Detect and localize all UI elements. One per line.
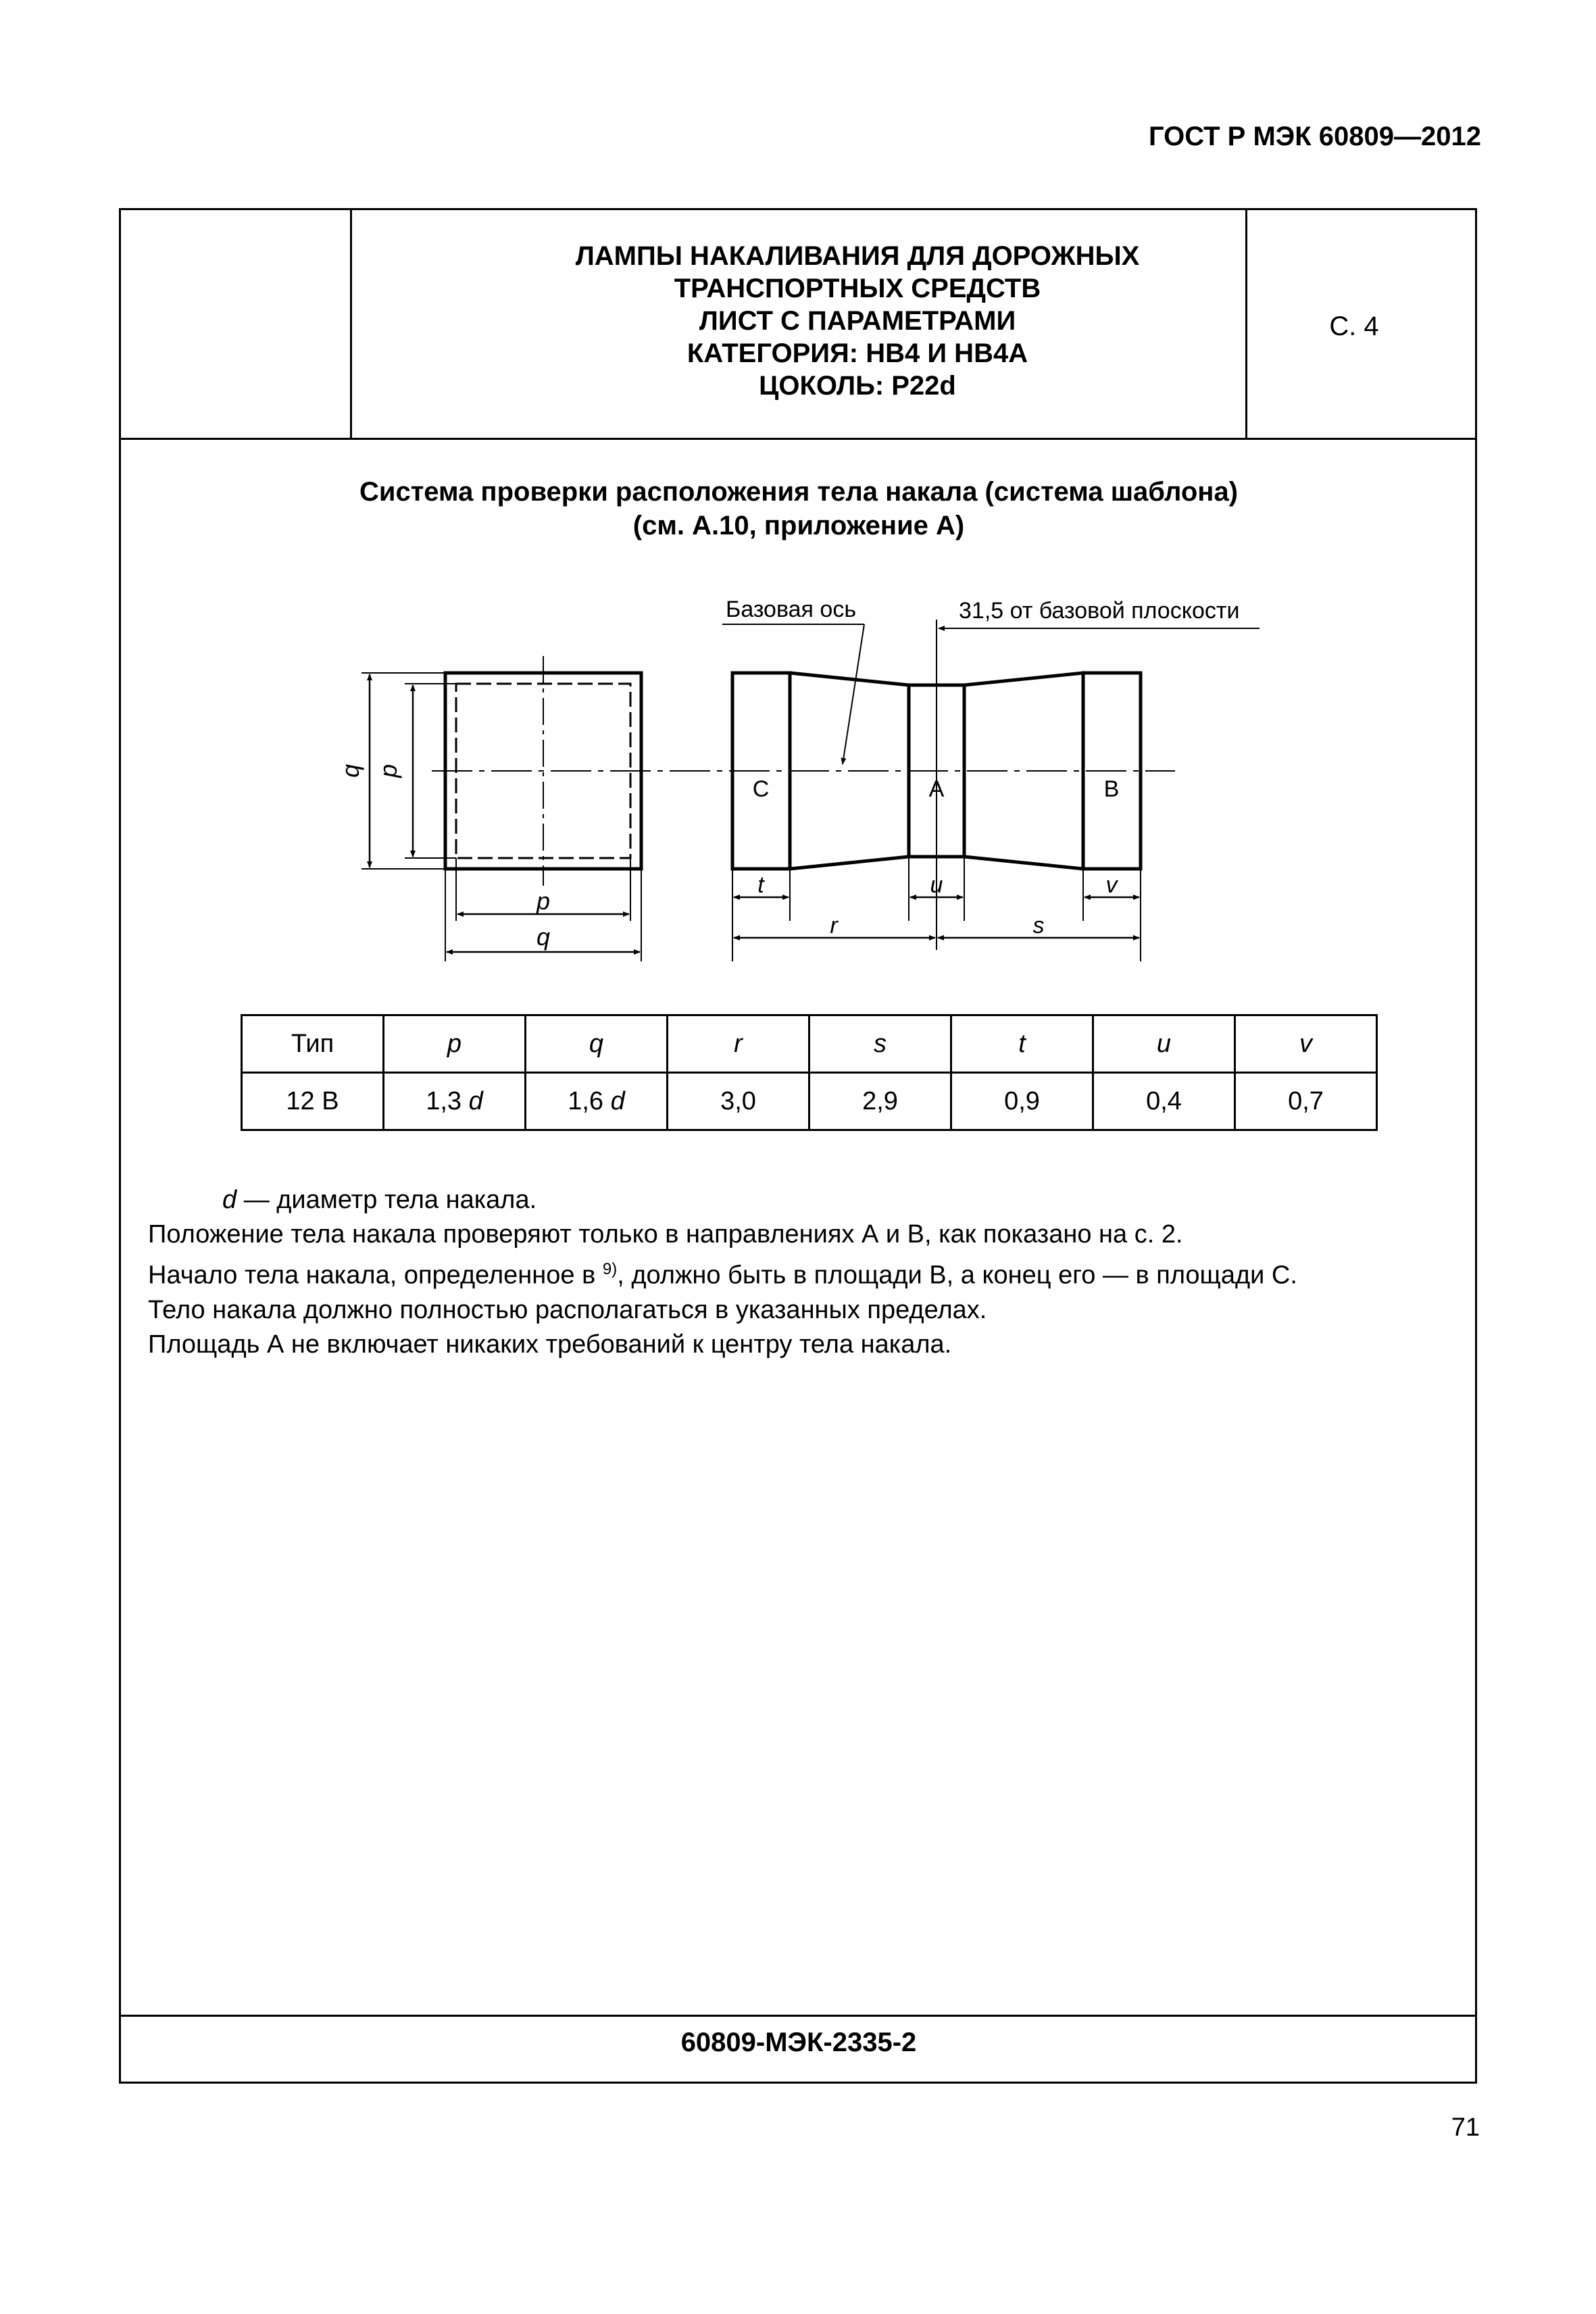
- header-q: q: [526, 1015, 668, 1073]
- filament-gauge-diagram: [121, 210, 1476, 980]
- note-1-text: — диаметр тела накала.: [236, 1186, 537, 1214]
- p-horizontal-label: p: [536, 887, 551, 915]
- header-s: s: [809, 1015, 951, 1073]
- distance-label: 31,5 от базовой плоскости: [959, 598, 1240, 624]
- header-v: v: [1235, 1015, 1377, 1073]
- note-line-1: [148, 1183, 1459, 1217]
- end-view: [361, 656, 641, 961]
- header-t: t: [951, 1015, 1093, 1073]
- cell-u: 0,4: [1093, 1073, 1235, 1130]
- t-label: t: [757, 872, 764, 898]
- title-line-1: ЛАМПЫ НАКАЛИВАНИЯ ДЛЯ ДОРОЖНЫХ: [575, 241, 1140, 271]
- cell-t: 0,9: [951, 1073, 1093, 1130]
- area-c-label: C: [752, 776, 770, 802]
- area-a-label: A: [928, 776, 945, 802]
- note-line-5: Площадь А не включает никаких требований к центру тела накала.: [148, 1330, 952, 1359]
- note-1-var: d: [222, 1186, 237, 1214]
- table-header-row: [242, 1015, 1377, 1073]
- note-3-text-b: , должно быть в площади В, а конец его — в площади С.: [617, 1261, 1297, 1290]
- cell-q: [526, 1073, 668, 1130]
- title-line-5: ЦОКОЛЬ: P22d: [759, 371, 956, 401]
- section-title-line-2: (см. А.10, приложение А): [632, 511, 965, 540]
- header-p: p: [384, 1015, 526, 1073]
- sheet-frame: [119, 208, 1477, 2084]
- r-label: r: [830, 913, 838, 938]
- note-3-text-a: Начало тела накала, определенное в: [148, 1261, 603, 1290]
- cell-s: 2,9: [809, 1073, 951, 1130]
- sheet-page-number: С. 4: [1329, 311, 1379, 341]
- sheet-code: 60809-МЭК-2335-2: [680, 2028, 917, 2057]
- cell-q-number: 1,6: [568, 1086, 604, 1115]
- section-title-line-1: Система проверки расположения тела накала (система шаблона): [359, 477, 1239, 507]
- q-vertical-label: q: [336, 763, 364, 778]
- footer-rule: [121, 2015, 1475, 2017]
- u-label: u: [930, 872, 943, 898]
- parameters-table: [241, 1014, 1378, 1131]
- cell-q-var: d: [610, 1086, 625, 1115]
- title-line-2: ТРАНСПОРТНЫХ СРЕДСТВ: [674, 274, 1041, 303]
- title-line-3: ЛИСТ С ПАРАМЕТРАМИ: [699, 306, 1016, 336]
- axis-leader: [843, 624, 864, 764]
- cell-r: 3,0: [668, 1073, 809, 1130]
- cell-p-var: d: [468, 1086, 483, 1115]
- document-code: ГОСТ Р МЭК 60809—2012: [1148, 122, 1481, 151]
- reference-axis-label: Базовая ось: [726, 597, 857, 622]
- area-b-label: B: [1103, 776, 1120, 802]
- header-u: u: [1093, 1015, 1235, 1073]
- note-line-2: Положение тела накала проверяют только в направлениях А и В, как показано на с. 2.: [148, 1220, 1183, 1249]
- header-r: r: [668, 1015, 809, 1073]
- footnote-ref: 9): [602, 1260, 618, 1278]
- p-vertical-label: p: [374, 763, 402, 778]
- note-line-3: [148, 1252, 1459, 1293]
- page-number: 71: [1451, 2113, 1480, 2142]
- cell-p: [384, 1073, 526, 1130]
- v-label: v: [1105, 872, 1118, 898]
- cell-type: 12 В: [242, 1073, 384, 1130]
- cell-v: 0,7: [1235, 1073, 1377, 1130]
- notes: [148, 1183, 1459, 1362]
- title-line-4: КАТЕГОРИЯ: НВ4 И НВ4А: [687, 338, 1028, 368]
- q-horizontal-label: q: [536, 923, 551, 951]
- s-label: s: [1032, 913, 1045, 938]
- cell-p-number: 1,3: [426, 1086, 462, 1115]
- note-line-4: Тело накала должно полностью располагаться в указанных пределах.: [148, 1295, 987, 1324]
- table-row: [242, 1073, 1377, 1130]
- header-type: Тип: [242, 1015, 384, 1073]
